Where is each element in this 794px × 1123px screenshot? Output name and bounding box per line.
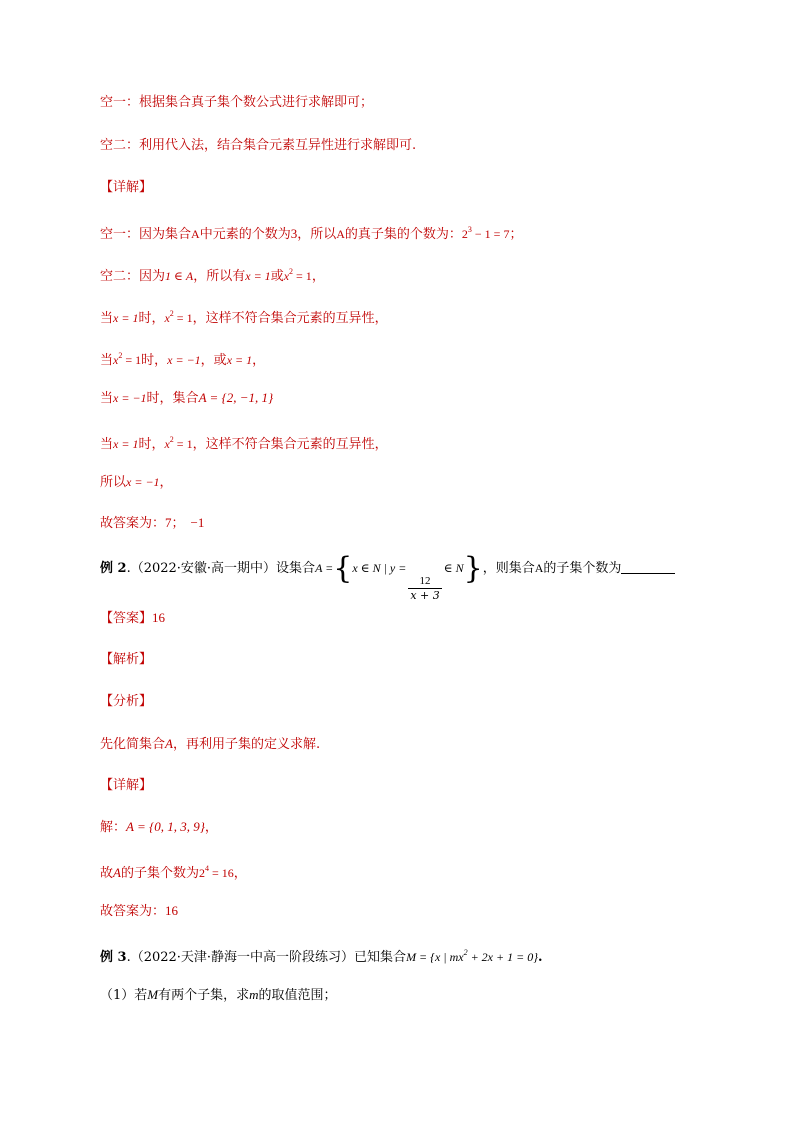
case-x-equals-1-b: 当x = 1时，$x^2 = 1$，这样不符合集合元素的互异性， [100,435,388,452]
analysis-blank-one: 空一：根据集合真子集个数公式进行求解即可； [100,95,374,110]
math-square: $x^2 = 1$ [164,309,193,325]
case-x-squared-1: 当$x^2 = 1$时，x = −1，或x = 1， [100,351,266,368]
detail-blank-two: 空二：因为1 ∈ A，所以有x = 1或$x^2 = 1$， [100,267,325,284]
math-square: $x^2 = 1$ [113,351,142,367]
detail-heading-2: 【详解】 [100,778,153,793]
math-square: $x^2 = 1$ [164,435,193,451]
solution-line-2: 故A的子集个数为$2^4 = 16$， [100,864,247,881]
answer-line-1: 故答案为：7； −1 [100,515,205,531]
set-definition: M = {x | $mx^2 + 2x + 1 = 0$} [406,948,538,964]
example-3-question: 例 3.（2022·天津·静海一中高一阶段练习）已知集合M = {x | $mx^2 + 2x + 1 = 0$}. [100,948,543,965]
math-power: $2^3 - 1 = 7$ [461,225,510,241]
solution-line-1: 解：A = {0, 1, 3, 9}， [100,819,218,835]
answer-heading: 【答案】16 [100,610,166,626]
fraction: $\frac{12}{x + 3}$ [410,575,440,602]
answer-line-2: 故答案为：16 [100,903,179,919]
analysis-heading: 【解析】 [100,652,153,667]
math-power: $2^4 = 16$ [198,864,234,880]
math-square: $x^2 = 1$ [283,267,312,283]
conclusion-line: 所以x = −1， [100,475,173,490]
analysis-subheading: 【分析】 [100,694,153,709]
answer-blank [621,559,675,574]
case-x-equals-1-a: 当x = 1时，$x^2 = 1$，这样不符合集合元素的互异性， [100,309,388,326]
example-2-question: 例 2.（2022·安徽·高一期中）设集合A ={x ∈ N | y = $\frac{12}{x + 3}$ ∈ N}，则集合A的子集个数为 [100,558,675,578]
detail-heading: 【详解】 [100,180,153,195]
detail-blank-one: 空一：因为集合A中元素的个数为3，所以A的真子集的个数为：$2^3 - 1 = 7$； [100,225,523,242]
analysis-text: 先化简集合A，再利用子集的定义求解. [100,736,321,752]
case-x-minus-1: 当x = −1时，集合A = {2, −1, 1} [100,390,274,406]
example-3-part-1: （1）若M有两个子集，求m的取值范围； [100,987,337,1003]
analysis-blank-two: 空二：利用代入法，结合集合元素互异性进行求解即可. [100,138,417,153]
